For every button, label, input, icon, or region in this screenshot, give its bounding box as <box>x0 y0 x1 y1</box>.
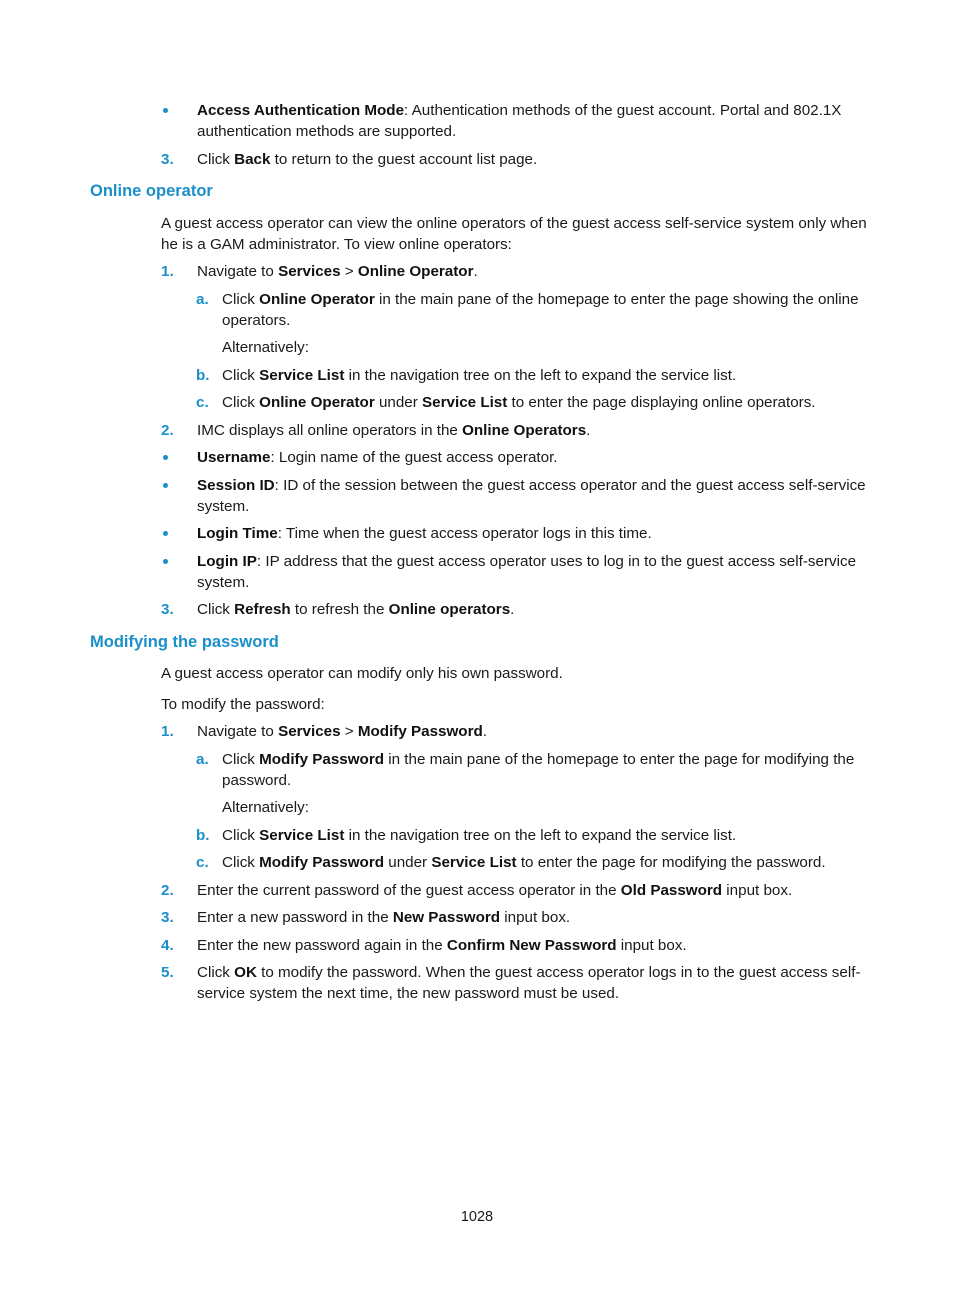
bullet-icon <box>163 531 168 536</box>
oo-step-1c: c. Click Online Operator under Service List to enter the page displaying online operators. <box>196 394 816 411</box>
mp-step-5: 5. Click OK to modify the password. When the guest access operator logs in to the guest access self-service system the next time, the new password must be used. <box>161 964 861 1002</box>
bullet-session-id: Session ID: ID of the session between the guest access operator and the guest access self-service system. <box>197 475 867 517</box>
online-operator-intro: A guest access operator can view the online operators of the guest access self-service system only when he is a GAM administrator. To view online operators: <box>161 215 867 253</box>
heading-online-operator: Online operator <box>90 182 213 200</box>
oo-step-1: 1. Navigate to Services > Online Operator. <box>161 263 478 280</box>
bullet-icon <box>163 483 168 488</box>
bullet-login-ip: Login IP: IP address that the guest access operator uses to log in to the guest access self-service system. <box>197 551 867 593</box>
bullet-icon <box>163 108 168 113</box>
mp-intro-1: A guest access operator can modify only his own password. <box>161 665 563 682</box>
bullet-icon <box>163 559 168 564</box>
mp-step-4: 4. Enter the new password again in the Confirm New Password input box. <box>161 937 687 954</box>
oo-alternatively: Alternatively: <box>222 339 309 356</box>
oo-step-2: 2. IMC displays all online operators in the Online Operators. <box>161 422 591 439</box>
mp-step-1c: c. Click Modify Password under Service List to enter the page for modifying the password. <box>196 854 826 871</box>
oo-step-3: 3. Click Refresh to refresh the Online operators. <box>161 601 515 618</box>
bullet-icon <box>163 455 168 460</box>
bullet-access-authentication-mode: Access Authentication Mode: Authentication methods of the guest account. Portal and 802.1X authentication methods are supported. <box>197 100 867 142</box>
mp-intro-2: To modify the password: <box>161 696 325 713</box>
mp-alternatively: Alternatively: <box>222 799 309 816</box>
mp-step-1a: a. Click Modify Password in the main pane of the homepage to enter the page for modifying the password. <box>196 751 855 789</box>
oo-step-1b: b. Click Service List in the navigation tree on the left to expand the service list. <box>196 367 737 384</box>
mp-step-3: 3. Enter a new password in the New Password input box. <box>161 909 571 926</box>
step-3-back: 3. Click Back to return to the guest account list page. <box>161 151 538 168</box>
bullet-username: Username: Login name of the guest access operator. <box>197 447 867 468</box>
page-number: 1028 <box>460 1209 494 1225</box>
mp-step-1: 1. Navigate to Services > Modify Password. <box>161 723 488 740</box>
heading-modifying-the-password: Modifying the password <box>90 633 279 651</box>
oo-step-1a: a. Click Online Operator in the main pane of the homepage to enter the page showing the online operators. <box>196 291 859 329</box>
mp-step-2: 2. Enter the current password of the guest access operator in the Old Password input box. <box>161 882 793 899</box>
bullet-login-time: Login Time: Time when the guest access operator logs in this time. <box>197 523 867 544</box>
mp-step-1b: b. Click Service List in the navigation tree on the left to expand the service list. <box>196 827 737 844</box>
